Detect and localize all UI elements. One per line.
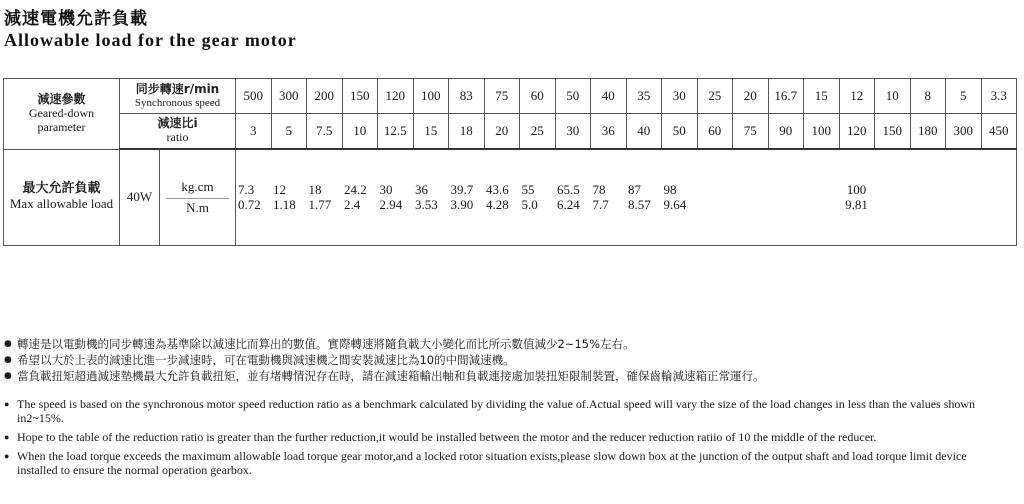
note-en-item: [4, 449, 1004, 477]
speed-header-zh: 同步轉速r/min: [135, 81, 220, 96]
page-title-zh: 減速電機允許負載: [4, 9, 148, 29]
nm-value: 5.0: [521, 196, 538, 212]
nm-value: 8.57: [628, 196, 651, 212]
note-zh-item: [4, 336, 1004, 352]
note-zh-text: 轉速是以電動機的同步轉速為基準除以減速比而算出的數值。實際轉速將隨負載大小變化而比所示數值減少2~15%左右。: [17, 337, 635, 351]
unit-cell: [160, 149, 236, 246]
param-header: [4, 79, 120, 150]
kgcm-value: 24.2: [344, 181, 367, 197]
kgcm-value-rest: 100: [846, 181, 867, 197]
speed-cell: 16.7: [768, 79, 804, 114]
speed-cell: 300: [271, 79, 307, 114]
ratio-cell: 75: [733, 114, 769, 150]
ratio-cell: 3: [236, 114, 272, 150]
load-value-cell: [555, 149, 591, 246]
note-en-item: [4, 430, 1004, 444]
nm-value: 0.72: [238, 196, 261, 212]
nm-value: 3.90: [450, 196, 474, 212]
ratio-cell: 30: [555, 114, 591, 150]
nm-value: 6.24: [557, 196, 580, 212]
ratio-cell: 450: [981, 114, 1017, 150]
note-en-text: Hope to the table of the reduction ratio is greater than the further reduction,it would be installed between the motor and the reducer reduction ratiio of 10 the middle of the reducer.: [17, 430, 877, 444]
unit-nm: N.m: [166, 198, 229, 216]
load-value-cell: [342, 149, 378, 246]
speed-cell: 12: [839, 79, 875, 114]
ratio-cell: 20: [484, 114, 520, 150]
kgcm-value: 39.7: [450, 181, 474, 197]
notes-zh: [4, 336, 1004, 384]
load-value-cell: [271, 149, 307, 246]
speed-header-en: Synchronous speed: [134, 96, 221, 109]
kgcm-value: 12: [273, 181, 286, 197]
ratio-header-en: ratio: [166, 130, 189, 144]
speed-cell: 120: [378, 79, 414, 114]
speed-cell: 8: [910, 79, 946, 114]
speed-cell: 83: [449, 79, 485, 114]
bullet-icon: ●: [4, 432, 10, 442]
load-value-cell: [662, 149, 698, 246]
load-value-cell: [378, 149, 414, 246]
ratio-cell: 150: [875, 114, 911, 150]
ratio-cell: 7.5: [307, 114, 343, 150]
speed-cell: 15: [804, 79, 840, 114]
note-zh-text: 當負載扭矩超過減速墊機最大允許負載扭矩，並有堵轉情況存在時，請在減速箱輸出軸和負載連接處加裝扭矩限制裝置，確保齒輪減速箱正常運行。: [17, 369, 765, 383]
speed-cell: 35: [626, 79, 662, 114]
speed-cell: 75: [484, 79, 520, 114]
speed-cell: 3.3: [981, 79, 1017, 114]
kgcm-value: 55: [521, 181, 535, 197]
bullet-icon: ●: [4, 371, 12, 381]
param-header-en: Geared-down parameter: [28, 105, 95, 134]
speed-cell: 25: [697, 79, 733, 114]
kgcm-value: 87: [628, 181, 641, 197]
nm-value: 7.7: [592, 196, 609, 212]
nm-value-rest: 9.81: [845, 196, 868, 212]
ratio-header: [120, 114, 236, 150]
bullet-icon: ●: [4, 399, 10, 409]
load-value-cell: [520, 149, 556, 246]
ratio-cell: 40: [626, 114, 662, 150]
unit-kgcm: kg.cm: [181, 178, 214, 194]
kgcm-value: 43.6: [486, 181, 509, 197]
nm-value: 1.77: [308, 196, 332, 212]
nm-value: 9.64: [663, 196, 687, 212]
note-zh-item: [4, 368, 1004, 384]
note-zh-text: 希望以大於上表的減速比進一步減速時，可在電動機與減速機之間安裝減速比為10的中間減速機。: [17, 353, 515, 367]
kgcm-value: 65.5: [557, 181, 580, 197]
speed-cell: 10: [875, 79, 911, 114]
speed-cell: 50: [555, 79, 591, 114]
load-value-cell: [449, 149, 485, 246]
note-en-text: The speed is based on the synchronous motor speed reduction ratio as a benchmark calculated by dividing the value of.Actual speed will vary the size of the load changes in less than the values shown in2~15%.: [17, 397, 976, 425]
load-value-merged-cell: [697, 149, 1017, 246]
nm-value: 4.28: [486, 196, 509, 212]
ratio-cell: 18: [449, 114, 485, 150]
bullet-icon: ●: [4, 355, 12, 365]
ratio-cell: 180: [910, 114, 946, 150]
speed-cell: 100: [413, 79, 449, 114]
ratio-cell: 12.5: [378, 114, 414, 150]
allowable-load-table: [3, 78, 1017, 246]
ratio-cell: 10: [342, 114, 378, 150]
kgcm-value: 36: [415, 181, 428, 197]
speed-cell: 20: [733, 79, 769, 114]
ratio-cell: 50: [662, 114, 698, 150]
ratio-cell: 120: [839, 114, 875, 150]
note-en-text: When the load torque exceeds the maximum allowable load torque gear motor,and a locked rotor situation exists,please slow down box at the junction of the output shaft and load torque limit device installed to ensure the normal operation gearbox.: [17, 449, 967, 477]
kgcm-value: 18: [308, 181, 322, 197]
ratio-cell: 100: [804, 114, 840, 150]
speed-cell: 200: [307, 79, 343, 114]
load-value-cell: [484, 149, 520, 246]
load-value-cell: [591, 149, 627, 246]
ratio-cell: 60: [697, 114, 733, 150]
ratio-cell: 36: [591, 114, 627, 150]
ratio-header-zh: 減速比i: [157, 116, 198, 131]
note-zh-item: [4, 352, 1004, 368]
bullet-icon: ●: [4, 451, 10, 461]
ratio-cell: 25: [520, 114, 556, 150]
ratio-cell: 300: [946, 114, 982, 150]
ratio-cell: 15: [413, 114, 449, 150]
page-title-en: Allowable load for the gear motor: [4, 30, 297, 50]
ratio-cell: 90: [768, 114, 804, 150]
note-en-item: [4, 397, 1004, 425]
kgcm-value: 7.3: [238, 181, 255, 197]
load-header-en: Max allowable load: [9, 196, 114, 212]
power-cell: 40W: [120, 149, 160, 246]
ratio-row: [4, 114, 1017, 150]
speed-cell: 5: [946, 79, 982, 114]
nm-value: 3.53: [415, 196, 438, 212]
speed-row: [4, 79, 1017, 114]
notes-en: [4, 397, 1004, 477]
param-header-zh: 減速參數: [37, 92, 86, 107]
speed-cell: 150: [342, 79, 378, 114]
kgcm-value: 30: [379, 181, 393, 197]
speed-cell: 500: [236, 79, 272, 114]
load-header: [4, 149, 120, 246]
speed-header: [120, 79, 236, 114]
kgcm-value: 78: [592, 181, 606, 197]
load-value-cell: [307, 149, 343, 246]
load-value-cell: [626, 149, 662, 246]
load-value-cell: [236, 149, 272, 246]
speed-cell: 30: [662, 79, 698, 114]
nm-value: 1.18: [273, 196, 296, 212]
kgcm-value: 98: [663, 181, 677, 197]
nm-value: 2.94: [379, 196, 403, 212]
speed-cell: 40: [591, 79, 627, 114]
load-row: [4, 149, 1017, 246]
load-header-zh: 最大允許負載: [22, 181, 101, 197]
speed-cell: 60: [520, 79, 556, 114]
nm-value: 2.4: [344, 196, 361, 212]
load-value-cell: [413, 149, 449, 246]
ratio-cell: 5: [271, 114, 307, 150]
bullet-icon: ●: [4, 339, 12, 349]
